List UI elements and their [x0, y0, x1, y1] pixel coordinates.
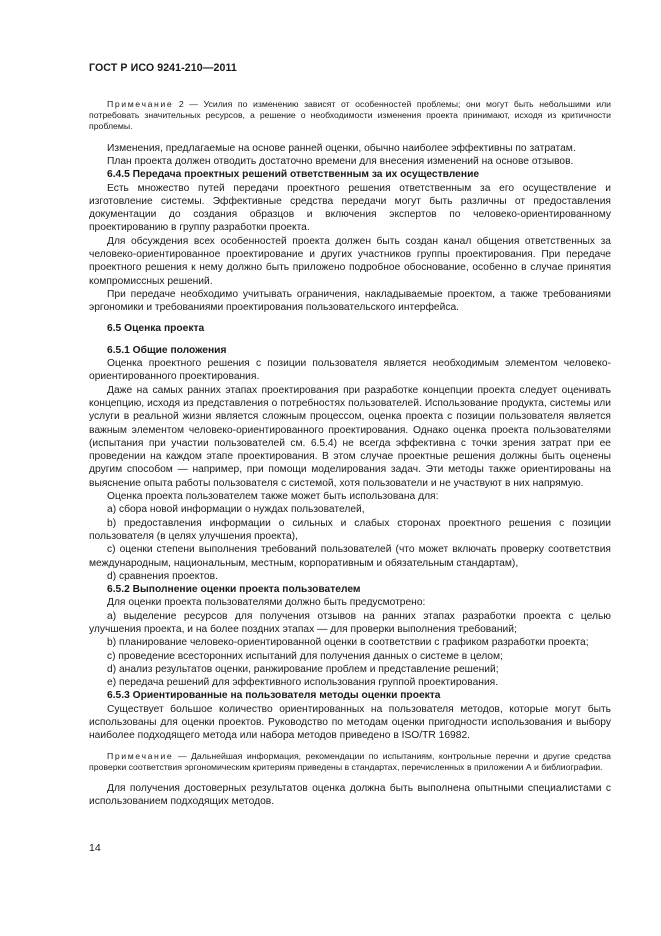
paragraph: Для оценки проекта пользователями должно быть предусмотрено: [107, 597, 426, 609]
list-item: а) выделение ресурсов для получения отзывов на ранних этапах разработки проекта с целью улучшения проекта, и на более поздних этапах — для проверки выполнения требований; [89, 610, 611, 635]
section-heading-6-5-1: 6.5.1 Общие положения [107, 344, 227, 356]
list-item: e) передача решений для эффективного использования группой проектирования. [107, 677, 499, 689]
list-item: d) сравнения проектов. [107, 570, 218, 582]
paragraph: Для обсуждения всех особенностей проекта должен быть создан канал общения ответственных за человеко-ориентированное проектирование и других участников группы проектирования. При передаче проектного решения к нему должно быть приложено подробное обоснование, особенно в случае принятия компромиссных решений. [89, 235, 611, 287]
paragraph: Оценка проектного решения с позиции пользователя является необходимым элементом человеко-ориентированного проектирования. [89, 358, 611, 383]
note-label: Примечание [107, 99, 174, 109]
page-content [89, 99, 611, 809]
paragraph: Даже на самых ранних этапах проектирования при разработке концепции проекта следует оценивать концепцию, исходя из представления о потребностях пользователей. Использование продукта, системы или услуги в реальной жизни является сложным процессом, оценка проекта с позиции пользователя является важным элементом человеко-ориентированного проектирования. Однако оценка проекта пользователями (испытания при участии пользователей см. 6.5.4) не всегда эффективна с точки зрения затрат при ее проведении на каждом этапе проектирования. В этом случае проектные решения должны быть оценены другим способом — например, при помощи моделирования задач. Эти методы также ориентированы на выяснение опыта работы пользователя с системой, хотя пользователи и не участвуют в них напрямую. [89, 384, 611, 489]
list-item: c) проведение всесторонних испытаний для получения данных о системе в целом; [107, 650, 503, 662]
section-heading-6-5-2: 6.5.2 Выполнение оценки проекта пользователем [107, 584, 361, 596]
note-text: — Дальнейшая информация, рекомендации по испытаниям, контрольные перечни и другие средства проверки соответствия эргономическим критериям приведены в стандартах, перечисленных в приложении А и библиографии. [89, 750, 611, 772]
page-number: 14 [89, 842, 101, 854]
paragraph: Оценка проекта пользователем также может быть использована для: [107, 491, 439, 503]
list-item: d) анализ результатов оценки, ранжирование проблем и представление решений; [107, 663, 499, 675]
paragraph: Есть множество путей передачи проектного решения ответственным за его осуществление и изготовление системы. Эффективные средства передачи могут быть различны от предоставления документации до создания образцов и включения экспертов по человеко-ориентированному проектированию в группу разработки проекта. [89, 182, 611, 234]
section-heading-6-5-3: 6.5.3 Ориентированные на пользователя методы оценки проекта [107, 690, 441, 702]
closing-paragraph: Для получения достоверных результатов оценка должна быть выполнена опытными специалистами с использованием подходящих методов. [89, 783, 611, 808]
page-header-title: ГОСТ Р ИСО 9241-210—2011 [89, 62, 237, 74]
section-heading-6-5: 6.5 Оценка проекта [107, 323, 205, 335]
list-item: b) предоставления информации о сильных и слабых сторонах проектного решения с позиции пользователя (в целях улучшения проекта), [89, 517, 611, 542]
list-item: c) оценки степени выполнения требований пользователей (что может включать проверку соответствия международным, национальным, местным, корпоративным и обязательным стандартам), [89, 544, 611, 569]
paragraph: Изменения, предлагаемые на основе ранней оценки, обычно наиболее эффективны по затратам. [107, 142, 576, 154]
paragraph: План проекта должен отводить достаточно времени для внесения изменений на основе отзывов. [107, 155, 574, 167]
note-text: 2 — Усилия по изменению зависят от особенностей проблемы; они могут быть небольшими или потребовать значительных ресурсов, а решение о необходимости изменения проекта принимают, исходя из критичности проблемы. [89, 99, 611, 132]
paragraph: Существует большое количество ориентированных на пользователя методов, которые могут быть использованы для оценки проектов. Руководство по методам оценки пригодности использования и выбору наиболее подходящего метода или набора методов приведено в ISO/TR 16982. [89, 703, 611, 742]
note-paragraph [89, 99, 611, 133]
list-item: а) сбора новой информации о нуждах пользователей, [107, 504, 365, 516]
paragraph: При передаче необходимо учитывать ограничения, накладываемые проектом, а также требованиями эргономики и требованиями проектирования пользовательского интерфейса. [89, 288, 611, 314]
list-item: b) планирование человеко-ориентированной оценки в соответствии с графиком разработки проекта; [107, 637, 589, 649]
note-label: Примечание [107, 750, 174, 761]
section-heading-6-4-5: 6.4.5 Передача проектных решений ответственным за их осуществление [107, 169, 480, 181]
note-paragraph [89, 751, 611, 773]
